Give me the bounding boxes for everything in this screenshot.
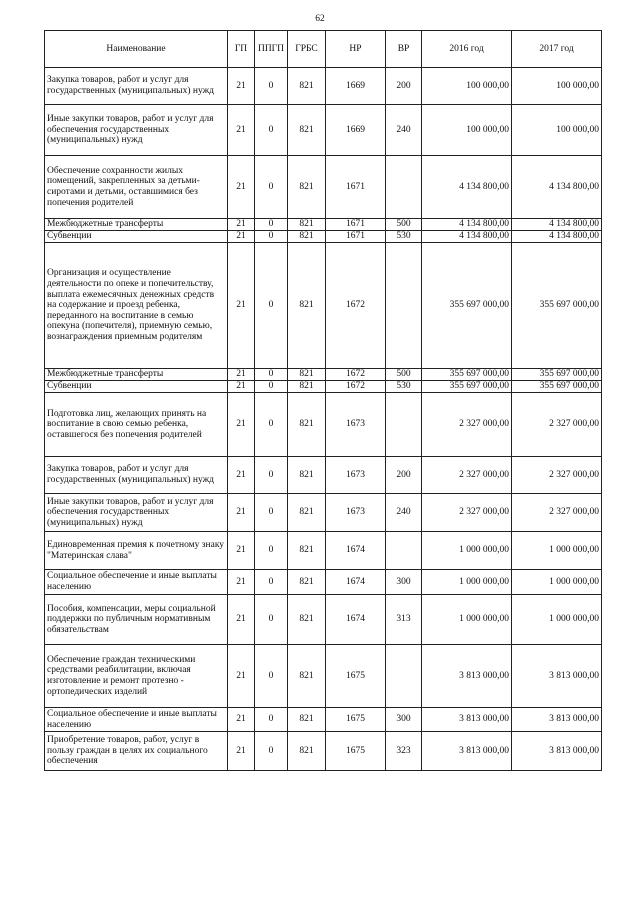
row-2016: 4 134 800,00 (422, 231, 512, 243)
row-2016: 3 813 000,00 (422, 645, 512, 708)
row-nr: 1673 (326, 393, 386, 457)
row-vr (386, 156, 422, 219)
header-gp: ГП (228, 31, 255, 68)
row-2016: 1 000 000,00 (422, 532, 512, 570)
row-ppgp: 0 (255, 708, 288, 732)
row-nr: 1675 (326, 645, 386, 708)
table-row (45, 105, 602, 156)
row-2017: 1 000 000,00 (512, 570, 602, 595)
row-ppgp: 0 (255, 68, 288, 105)
row-grbs: 821 (288, 595, 326, 645)
row-name: Закупка товаров, работ и услуг для государственных (муниципальных) нужд (45, 457, 228, 494)
row-grbs: 821 (288, 708, 326, 732)
row-2017: 4 134 800,00 (512, 231, 602, 243)
row-2017: 100 000,00 (512, 68, 602, 105)
row-nr: 1671 (326, 219, 386, 231)
row-gp: 21 (228, 595, 255, 645)
row-vr (386, 645, 422, 708)
row-ppgp: 0 (255, 595, 288, 645)
table-row (45, 243, 602, 369)
row-vr: 323 (386, 732, 422, 771)
row-ppgp: 0 (255, 570, 288, 595)
row-name: Единовременная премия к почетному знаку "Материнская слава" (45, 532, 228, 570)
row-name: Иные закупки товаров, работ и услуг для обеспечения государственных (муниципальных) нужд (45, 494, 228, 532)
row-grbs: 821 (288, 532, 326, 570)
row-2017: 3 813 000,00 (512, 732, 602, 771)
row-name: Организация и осуществление деятельности по опеке и попечительству, выплата ежемесячных денежных средств на содержание и проезд ребенка, переданного на воспитание в семью опекуна (попечителя), приемную семью, вознаграждения приемным родителям (45, 243, 228, 369)
row-gp: 21 (228, 393, 255, 457)
row-2016: 355 697 000,00 (422, 381, 512, 393)
row-2017: 355 697 000,00 (512, 381, 602, 393)
row-name: Обеспечение граждан техническими средствами реабилитации, включая изготовление и ремонт протезно - ортопедических изделий (45, 645, 228, 708)
row-gp: 21 (228, 68, 255, 105)
row-name: Подготовка лиц, желающих принять на воспитание в свою семью ребенка, оставшегося без попечения родителей (45, 393, 228, 457)
row-2016: 355 697 000,00 (422, 369, 512, 381)
row-ppgp: 0 (255, 457, 288, 494)
table-row (45, 570, 602, 595)
row-vr (386, 532, 422, 570)
row-nr: 1672 (326, 243, 386, 369)
row-grbs: 821 (288, 457, 326, 494)
table-row (45, 708, 602, 732)
table-row (45, 381, 602, 393)
row-grbs: 821 (288, 68, 326, 105)
row-nr: 1671 (326, 156, 386, 219)
table-row (45, 68, 602, 105)
row-name: Обеспечение сохранности жилых помещений, закрепленных за детьми-сиротами и детьми, оставшимися без попечения родителей (45, 156, 228, 219)
row-2017: 1 000 000,00 (512, 595, 602, 645)
row-2017: 4 134 800,00 (512, 219, 602, 231)
row-nr: 1672 (326, 369, 386, 381)
row-2017: 1 000 000,00 (512, 532, 602, 570)
row-2016: 355 697 000,00 (422, 243, 512, 369)
row-vr: 200 (386, 68, 422, 105)
table-row (45, 732, 602, 771)
table-row (45, 369, 602, 381)
row-nr: 1673 (326, 457, 386, 494)
row-grbs: 821 (288, 393, 326, 457)
row-grbs: 821 (288, 369, 326, 381)
table-row (45, 231, 602, 243)
row-grbs: 821 (288, 645, 326, 708)
header-ppgp: ППГП (255, 31, 288, 68)
row-name: Субвенции (45, 231, 228, 243)
row-gp: 21 (228, 243, 255, 369)
row-ppgp: 0 (255, 369, 288, 381)
header-vr: ВР (386, 31, 422, 68)
row-vr: 530 (386, 231, 422, 243)
row-gp: 21 (228, 570, 255, 595)
row-vr: 200 (386, 457, 422, 494)
row-vr: 313 (386, 595, 422, 645)
header-grbs: ГРБС (288, 31, 326, 68)
row-nr: 1673 (326, 494, 386, 532)
table-header-row (45, 31, 602, 68)
row-2016: 1 000 000,00 (422, 595, 512, 645)
row-grbs: 821 (288, 732, 326, 771)
row-name: Социальное обеспечение и иные выплаты населению (45, 708, 228, 732)
row-name: Приобретение товаров, работ, услуг в пользу граждан в целях их социального обеспечения (45, 732, 228, 771)
table-row (45, 494, 602, 532)
header-nr: НР (326, 31, 386, 68)
row-grbs: 821 (288, 156, 326, 219)
row-ppgp: 0 (255, 231, 288, 243)
row-2017: 3 813 000,00 (512, 645, 602, 708)
row-2017: 355 697 000,00 (512, 243, 602, 369)
table-row (45, 156, 602, 219)
header-2016: 2016 год (422, 31, 512, 68)
row-nr: 1675 (326, 708, 386, 732)
row-2016: 2 327 000,00 (422, 393, 512, 457)
row-name: Иные закупки товаров, работ и услуг для обеспечения государственных (муниципальных) нужд (45, 105, 228, 156)
row-name: Межбюджетные трансферты (45, 369, 228, 381)
table-row (45, 532, 602, 570)
row-ppgp: 0 (255, 105, 288, 156)
table-row (45, 219, 602, 231)
row-vr: 240 (386, 105, 422, 156)
row-grbs: 821 (288, 243, 326, 369)
row-2016: 2 327 000,00 (422, 494, 512, 532)
row-grbs: 821 (288, 570, 326, 595)
row-nr: 1669 (326, 105, 386, 156)
row-gp: 21 (228, 532, 255, 570)
header-2017: 2017 год (512, 31, 602, 68)
row-gp: 21 (228, 645, 255, 708)
row-ppgp: 0 (255, 732, 288, 771)
row-2016: 2 327 000,00 (422, 457, 512, 494)
row-vr (386, 243, 422, 369)
row-grbs: 821 (288, 105, 326, 156)
row-vr: 300 (386, 708, 422, 732)
row-2017: 355 697 000,00 (512, 369, 602, 381)
row-nr: 1669 (326, 68, 386, 105)
row-gp: 21 (228, 219, 255, 231)
row-ppgp: 0 (255, 393, 288, 457)
row-nr: 1674 (326, 570, 386, 595)
row-ppgp: 0 (255, 243, 288, 369)
row-2017: 4 134 800,00 (512, 156, 602, 219)
table-row (45, 645, 602, 708)
row-gp: 21 (228, 457, 255, 494)
row-ppgp: 0 (255, 381, 288, 393)
page-number: 62 (315, 14, 325, 24)
row-2017: 2 327 000,00 (512, 457, 602, 494)
row-grbs: 821 (288, 381, 326, 393)
row-gp: 21 (228, 156, 255, 219)
table-row (45, 457, 602, 494)
row-2016: 3 813 000,00 (422, 708, 512, 732)
row-2017: 3 813 000,00 (512, 708, 602, 732)
table-row (45, 595, 602, 645)
row-grbs: 821 (288, 219, 326, 231)
row-grbs: 821 (288, 494, 326, 532)
row-nr: 1672 (326, 381, 386, 393)
row-2016: 4 134 800,00 (422, 156, 512, 219)
header-name: Наименование (45, 31, 228, 68)
table-row (45, 393, 602, 457)
budget-table (44, 30, 602, 771)
row-gp: 21 (228, 708, 255, 732)
row-nr: 1671 (326, 231, 386, 243)
row-2016: 3 813 000,00 (422, 732, 512, 771)
row-2016: 100 000,00 (422, 68, 512, 105)
row-nr: 1674 (326, 595, 386, 645)
row-gp: 21 (228, 231, 255, 243)
row-gp: 21 (228, 369, 255, 381)
row-vr: 300 (386, 570, 422, 595)
row-vr: 530 (386, 381, 422, 393)
row-name: Социальное обеспечение и иные выплаты населению (45, 570, 228, 595)
row-gp: 21 (228, 732, 255, 771)
row-vr: 500 (386, 369, 422, 381)
row-name: Межбюджетные трансферты (45, 219, 228, 231)
row-ppgp: 0 (255, 219, 288, 231)
row-nr: 1675 (326, 732, 386, 771)
row-grbs: 821 (288, 231, 326, 243)
row-vr: 240 (386, 494, 422, 532)
row-gp: 21 (228, 494, 255, 532)
row-gp: 21 (228, 105, 255, 156)
row-2017: 100 000,00 (512, 105, 602, 156)
row-2016: 100 000,00 (422, 105, 512, 156)
row-ppgp: 0 (255, 532, 288, 570)
row-name: Субвенции (45, 381, 228, 393)
row-nr: 1674 (326, 532, 386, 570)
row-name: Пособия, компенсации, меры социальной поддержки по публичным нормативным обязательствам (45, 595, 228, 645)
row-ppgp: 0 (255, 156, 288, 219)
row-2016: 1 000 000,00 (422, 570, 512, 595)
row-2017: 2 327 000,00 (512, 494, 602, 532)
row-2016: 4 134 800,00 (422, 219, 512, 231)
row-name: Закупка товаров, работ и услуг для государственных (муниципальных) нужд (45, 68, 228, 105)
row-ppgp: 0 (255, 645, 288, 708)
row-gp: 21 (228, 381, 255, 393)
row-vr (386, 393, 422, 457)
row-vr: 500 (386, 219, 422, 231)
row-ppgp: 0 (255, 494, 288, 532)
row-2017: 2 327 000,00 (512, 393, 602, 457)
